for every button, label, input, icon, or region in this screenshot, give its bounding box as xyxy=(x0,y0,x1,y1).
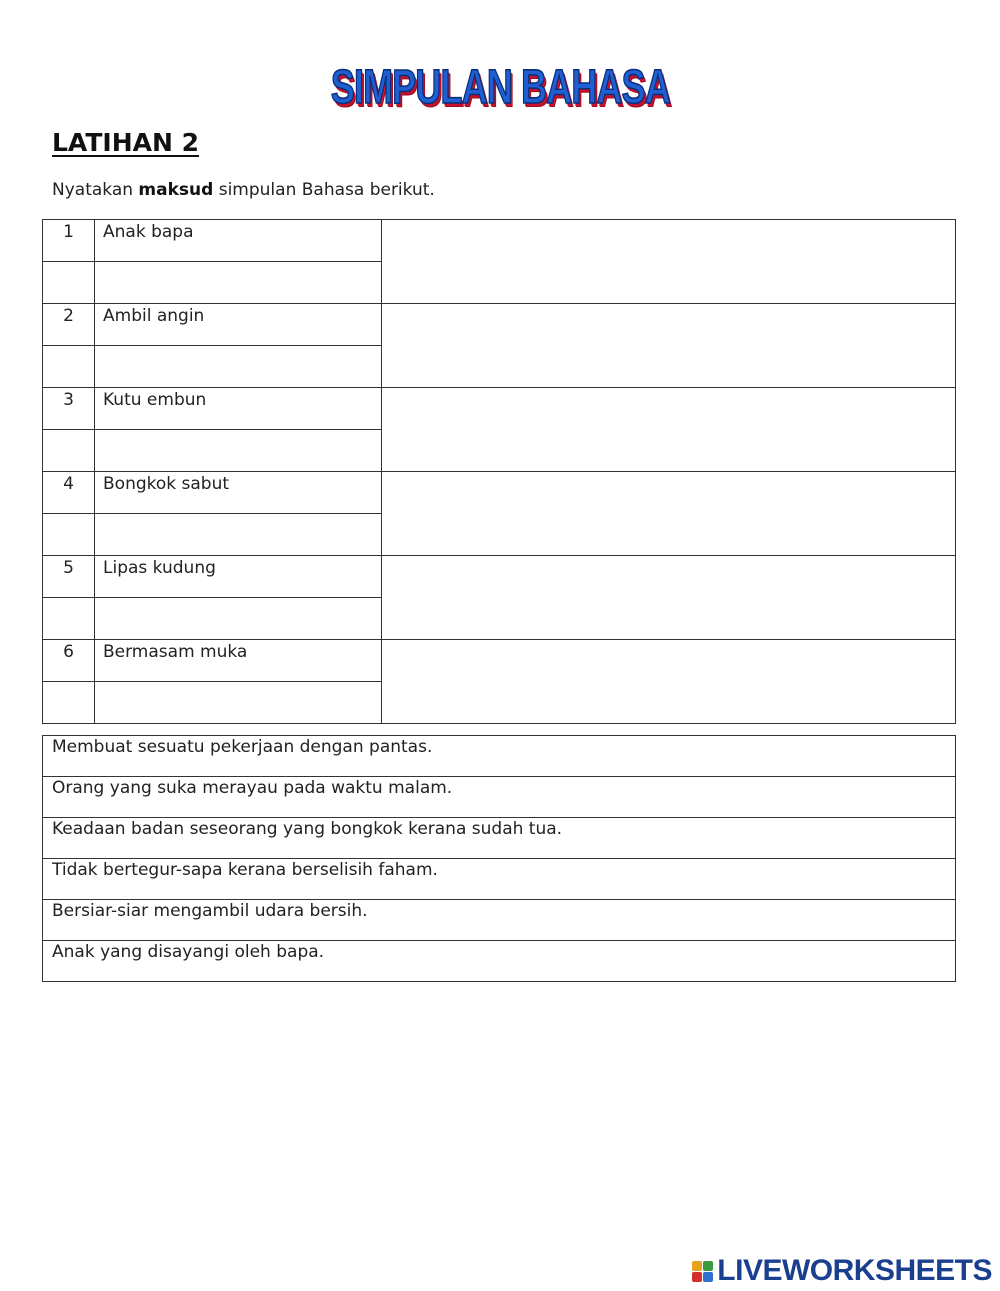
brand-name: LIVEWORKSHEETS xyxy=(717,1254,992,1287)
exercise-heading: LATIHAN 2 xyxy=(52,128,199,157)
logo-block xyxy=(703,1272,713,1282)
instruction-text xyxy=(52,180,435,200)
item-number: 3 xyxy=(43,388,95,430)
blank-number-cell xyxy=(43,598,95,640)
logo-blocks-icon xyxy=(692,1261,713,1282)
answer-drop-zone[interactable] xyxy=(382,220,956,304)
answer-drop-zone[interactable] xyxy=(382,640,956,724)
blank-term-cell xyxy=(95,262,382,304)
instruction-after: simpulan Bahasa berikut. xyxy=(213,180,435,200)
terms-table xyxy=(42,219,956,724)
item-term: Ambil angin xyxy=(95,304,382,346)
item-number: 2 xyxy=(43,304,95,346)
draggable-meaning[interactable]: Anak yang disayangi oleh bapa. xyxy=(43,941,956,982)
answer-drop-zone[interactable] xyxy=(382,388,956,472)
item-number: 6 xyxy=(43,640,95,682)
logo-block xyxy=(692,1272,702,1282)
blank-term-cell xyxy=(95,346,382,388)
item-term: Kutu embun xyxy=(95,388,382,430)
blank-number-cell xyxy=(43,514,95,556)
worksheet-title: SIMPULAN BAHASA xyxy=(330,58,670,114)
item-number: 1 xyxy=(43,220,95,262)
blank-term-cell xyxy=(95,682,382,724)
logo-block xyxy=(703,1261,713,1271)
meanings-table xyxy=(42,735,956,982)
item-term: Lipas kudung xyxy=(95,556,382,598)
item-term: Bongkok sabut xyxy=(95,472,382,514)
blank-number-cell xyxy=(43,262,95,304)
blank-number-cell xyxy=(43,682,95,724)
item-number: 4 xyxy=(43,472,95,514)
answer-drop-zone[interactable] xyxy=(382,304,956,388)
answer-drop-zone[interactable] xyxy=(382,472,956,556)
liveworksheets-logo xyxy=(692,1254,992,1288)
logo-block xyxy=(692,1261,702,1271)
instruction-bold: maksud xyxy=(138,180,214,200)
item-term: Bermasam muka xyxy=(95,640,382,682)
draggable-meaning[interactable]: Membuat sesuatu pekerjaan dengan pantas. xyxy=(43,736,956,777)
blank-number-cell xyxy=(43,346,95,388)
answer-drop-zone[interactable] xyxy=(382,556,956,640)
draggable-meaning[interactable]: Bersiar-siar mengambil udara bersih. xyxy=(43,900,956,941)
item-term: Anak bapa xyxy=(95,220,382,262)
blank-term-cell xyxy=(95,514,382,556)
blank-term-cell xyxy=(95,430,382,472)
blank-term-cell xyxy=(95,598,382,640)
instruction-before: Nyatakan xyxy=(52,180,139,200)
draggable-meaning[interactable]: Keadaan badan seseorang yang bongkok kerana sudah tua. xyxy=(43,818,956,859)
draggable-meaning[interactable]: Orang yang suka merayau pada waktu malam. xyxy=(43,777,956,818)
title-container xyxy=(0,58,1000,114)
draggable-meaning[interactable]: Tidak bertegur-sapa kerana berselisih faham. xyxy=(43,859,956,900)
blank-number-cell xyxy=(43,430,95,472)
item-number: 5 xyxy=(43,556,95,598)
